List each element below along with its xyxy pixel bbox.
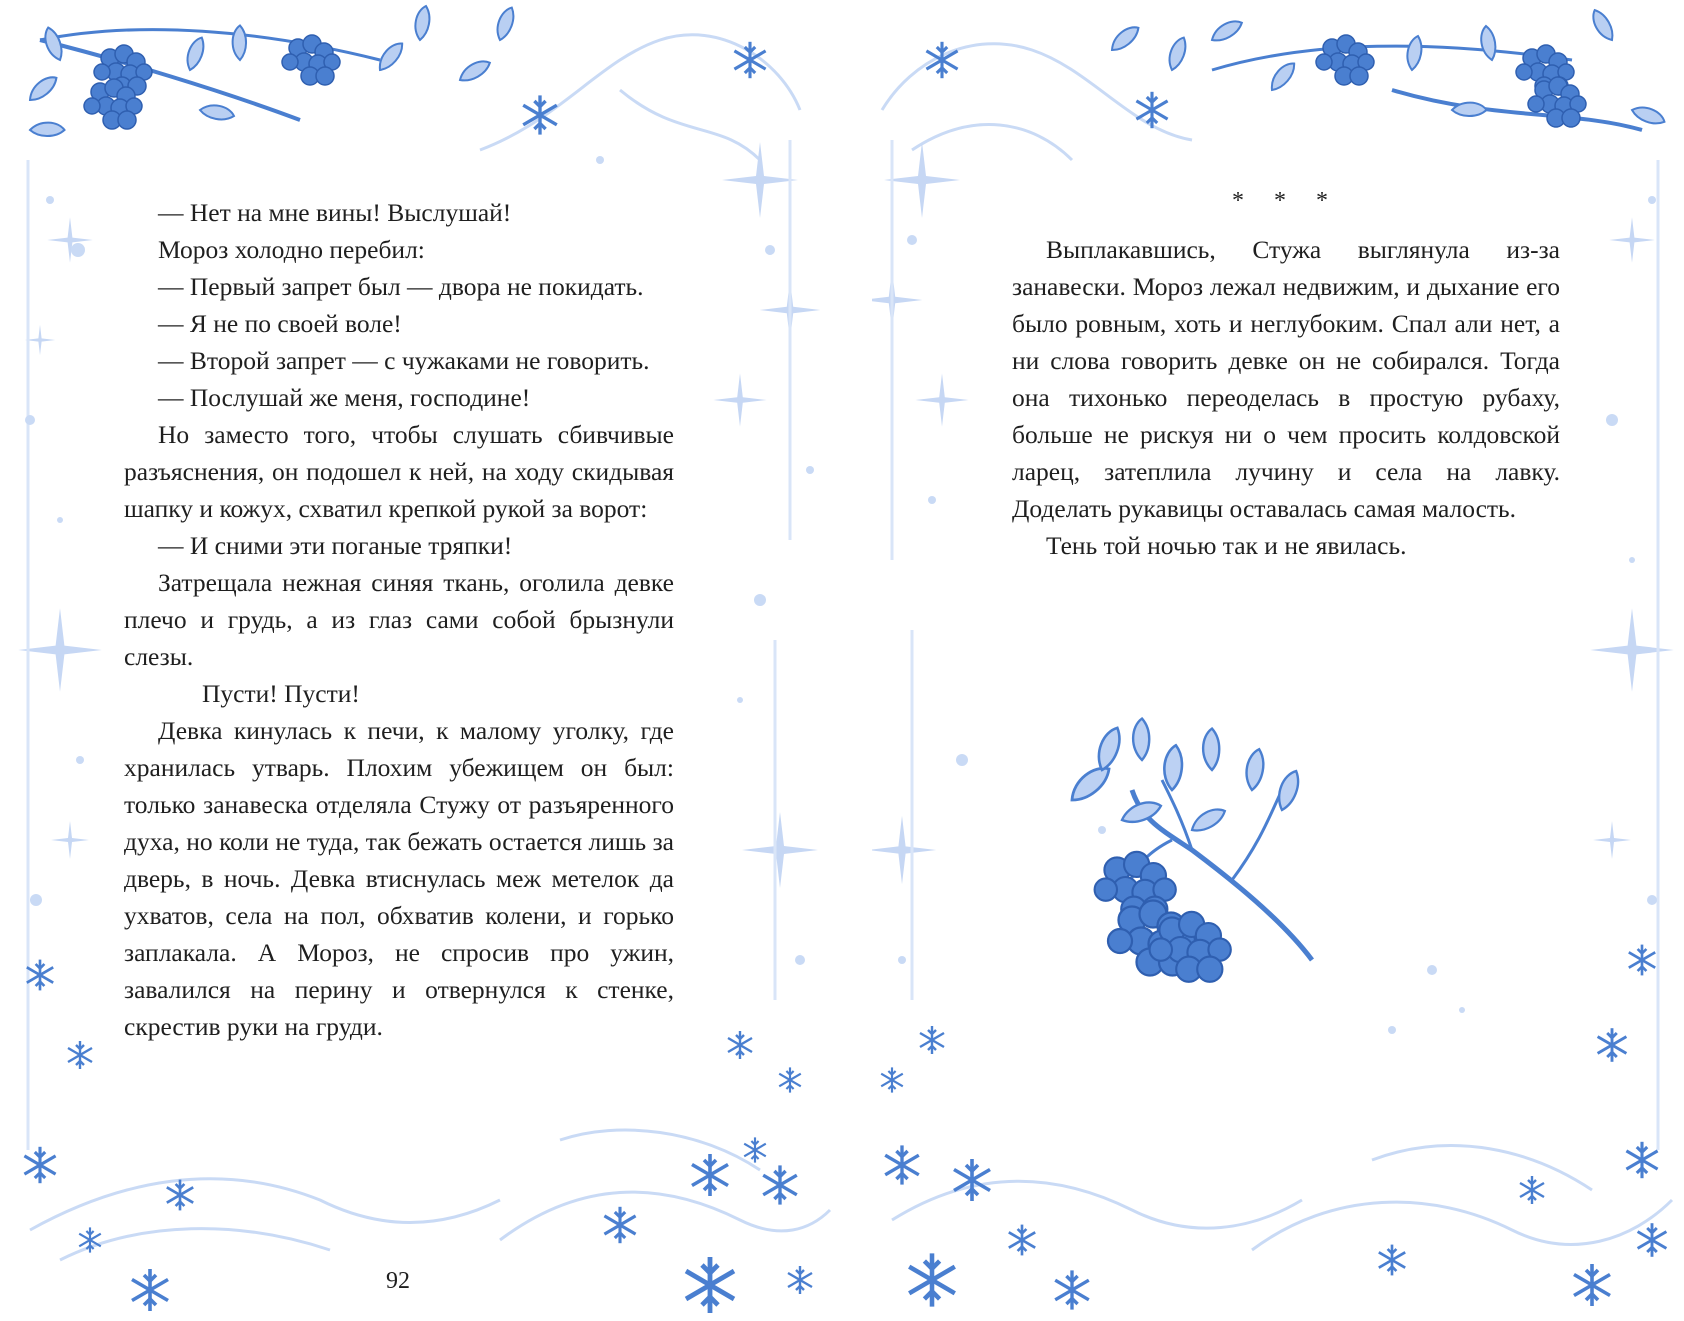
rowan-branch-icon <box>1107 7 1667 130</box>
paragraph: — Нет на мне вины! Выслушай! <box>158 198 512 227</box>
right-page <box>872 0 1684 1321</box>
paragraph: Тень той ночью так и не явилась. <box>1046 531 1407 560</box>
paragraph: Пусти! Пусти! <box>202 679 360 708</box>
left-page-text <box>124 194 674 1045</box>
paragraph: Девка кинулась к печи, к малому уголку, где хранилась утварь. Плохим убежищем он был: только занавеска отделяла Стужу от разъяренного духа, но коли не туда, так бежать остается лишь за дверь, в ночь. Девка втиснулась меж метелок да ухватов, села на пол, обхватив колени, и горько заплакала. А Мороз, не спросив про ужин, завалился на перину и отвернулся к стенке, скрестив руки на груди. <box>124 716 674 1041</box>
paragraph: — Послушай же меня, господине! <box>158 383 531 412</box>
scene-separator: * * * <box>1232 188 1340 214</box>
right-page-text <box>1012 231 1560 564</box>
paragraph: Выплакавшись, Стужа выглянула из-за занавески. Мороз лежал недвижим, и дыхание его было ровным, хоть и неглубоким. Спал али нет, а ни слова говорить девке он не собирался. Тогда она тихонько переоделась в простую рубаху, больше не рискуя ни о чем просить колдовской ларец, затеплила лучину и села на лавку. Доделать рукавицы оставалась самая малость. <box>1012 235 1560 523</box>
book-gutter <box>842 0 872 1321</box>
paragraph: Мороз холодно перебил: <box>158 235 425 264</box>
frost-swirl-icon <box>882 44 1672 1250</box>
paragraph: — Второй запрет — с чужаками не говорить. <box>158 346 650 375</box>
rowan-branch-icon <box>1064 718 1312 982</box>
paragraph: Затрещала нежная синяя ткань, оголила девке плечо и грудь, а из глаз сами собой брызнули слезы. <box>124 568 674 671</box>
paragraph: Но заместо того, чтобы слушать сбивчивые разъяснения, он подошел к ней, на ходу скидывая шапку и кожух, схватил крепкой рукой за ворот: <box>124 420 674 523</box>
paragraph: — И сними эти поганые тряпки! <box>158 531 513 560</box>
rowan-branch-icon <box>25 4 520 139</box>
page-number: 92 <box>386 1268 410 1294</box>
paragraph: — Я не по своей воле! <box>158 309 402 338</box>
paragraph: — Первый запрет был — двора не покидать. <box>158 272 644 301</box>
